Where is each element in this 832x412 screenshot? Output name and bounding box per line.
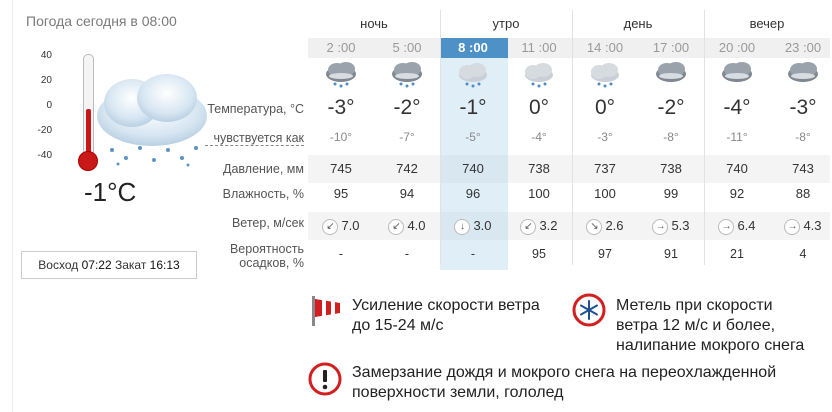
label-precipitation [190,242,304,270]
thermometer-block [20,48,210,178]
wind-direction-icon: ↙ [520,219,536,235]
label-precip-line1: Вероятность [229,242,304,256]
wind-direction-icon: → [784,219,800,235]
night-cloud-snow-icon [375,60,439,88]
alert-ice-line2: поверхности земли, гололед [352,384,564,401]
night-cloud-snow-icon [309,60,373,88]
temperature-cell: 0° [594,96,616,119]
left-divider [12,0,13,412]
snowflake-icon [572,293,606,327]
humidity-cell: 94 [399,186,415,201]
feels-like-cell: -10° [329,130,353,144]
pressure-cell: 737 [594,161,616,176]
warning-icon [308,362,342,396]
wind-cell [375,213,439,239]
wind-cell [441,213,505,239]
sunrise-label: Восход [38,258,79,272]
alert-ice [352,363,776,403]
sunrise-time: 07:22 [81,258,112,272]
humidity-cell: 96 [465,186,481,201]
cloud-snow-icon [441,60,505,88]
humidity-cell: 95 [333,186,349,201]
wind-speed: 3.2 [539,218,558,233]
precipitation-cell: - [338,247,344,261]
temperature-cell: -2° [657,96,685,119]
feels-like-cell: -3° [597,130,613,144]
time-cell: 23 :00 [784,40,822,55]
alert-blizzard-line2: ветра 12 м/с и более, [616,317,776,334]
precipitation-cell: 97 [598,247,612,261]
alert-wind-line2: до 15-24 м/с [352,317,444,334]
cloud-snow-icon [507,60,571,88]
humidity-cell: 100 [528,186,550,201]
time-cell: 5 :00 [392,40,422,55]
label-wind: Ветер, м/сек [231,216,304,230]
scale-label: -40 [37,150,52,161]
scale-label: -20 [37,125,52,136]
feels-like-cell: -4° [531,130,547,144]
wind-speed: 3.0 [473,218,492,233]
time-cell: 8 :00 [458,40,488,55]
time-cell: 17 :00 [652,40,690,55]
alert-wind [352,296,540,336]
alert-blizzard-line1: Метель при скорости [616,297,773,314]
humidity-cell: 92 [729,186,745,201]
overcast-icon [705,60,769,88]
cloud-snow-icon [92,68,212,168]
period-night: ночь [360,16,388,31]
wind-direction-icon: ↘ [586,219,602,235]
pressure-cell: 743 [792,161,814,176]
sunset-time: 16:13 [149,258,180,272]
humidity-cell: 99 [663,186,679,201]
feels-like-cell: -8° [663,130,679,144]
temperature-cell: -1° [459,96,487,119]
scale-label: 40 [40,50,52,61]
scale-label: 20 [40,75,52,86]
precipitation-cell: 91 [664,247,678,261]
precipitation-cell: 95 [532,247,546,261]
wind-speed: 5.3 [671,218,690,233]
wind-cell [573,213,637,239]
wind-direction-icon: → [652,219,668,235]
humidity-cell: 100 [594,186,616,201]
temperature-cell: -4° [723,96,751,119]
label-pressure: Давление, мм [223,162,304,176]
scale-label: 0 [46,100,52,111]
period-evening: вечер [749,16,785,31]
feels-like-cell: -7° [399,130,415,144]
wind-cell [771,213,832,239]
pressure-cell: 742 [396,161,418,176]
wind-speed: 2.6 [605,218,624,233]
wind-sock-icon [308,293,344,329]
wind-cell [309,213,373,239]
alert-wind-line1: Усиление скорости ветра [352,297,540,314]
period-day: день [623,16,653,31]
temperature-cell: 0° [528,96,550,119]
overcast-icon [771,60,832,88]
wind-cell [639,213,703,239]
temperature-cell: -3° [327,96,355,119]
precipitation-cell: - [404,247,410,261]
wind-speed: 7.0 [341,218,360,233]
pressure-cell: 740 [726,161,748,176]
alert-blizzard [616,296,804,356]
time-cell: 20 :00 [718,40,756,55]
overcast-icon [639,60,703,88]
wind-cell [507,213,571,239]
wind-speed: 6.4 [737,218,756,233]
label-precip-line2: осадков, % [239,256,304,270]
feels-like-cell: -5° [465,130,481,144]
temperature-cell: -3° [789,96,817,119]
period-morning: утро [492,16,520,31]
wind-direction-icon: → [718,219,734,235]
precipitation-cell: 21 [730,247,744,261]
wind-speed: 4.3 [803,218,822,233]
humidity-cell: 88 [795,186,811,201]
current-temperature: -1°C [84,177,137,207]
alert-blizzard-line3: налипание мокрого снега [616,337,805,354]
cloud-snow-icon [573,60,637,88]
pressure-cell: 740 [462,161,484,176]
current-weather-title: Погода сегодня в 08:00 [26,13,177,29]
wind-direction-icon: ↓ [454,219,470,235]
wind-cell [705,213,769,239]
precipitation-cell: - [470,247,476,261]
pressure-cell: 738 [528,161,550,176]
alert-ice-line1: Замерзание дождя и мокрого снега на переохлажденной [352,364,777,381]
label-feels-like[interactable]: чувствуется как [205,131,304,146]
pressure-cell: 738 [660,161,682,176]
wind-direction-icon: ↙ [322,219,338,235]
time-cell: 11 :00 [521,40,557,55]
label-temperature: Температура, °C [207,102,304,116]
temperature-cell: -2° [393,96,421,119]
sunset-label: Закат [114,258,147,272]
sunrise-sunset-box [21,251,197,279]
feels-like-cell: -8° [795,130,811,144]
precipitation-cell: 4 [799,247,807,261]
label-humidity: Влажность, % [222,187,304,201]
time-cell: 14 :00 [586,40,624,55]
feels-like-cell: -11° [726,130,748,144]
time-cell: 2 :00 [326,40,356,55]
wind-direction-icon: ↙ [388,219,404,235]
pressure-cell: 745 [330,161,352,176]
wind-speed: 4.0 [407,218,426,233]
